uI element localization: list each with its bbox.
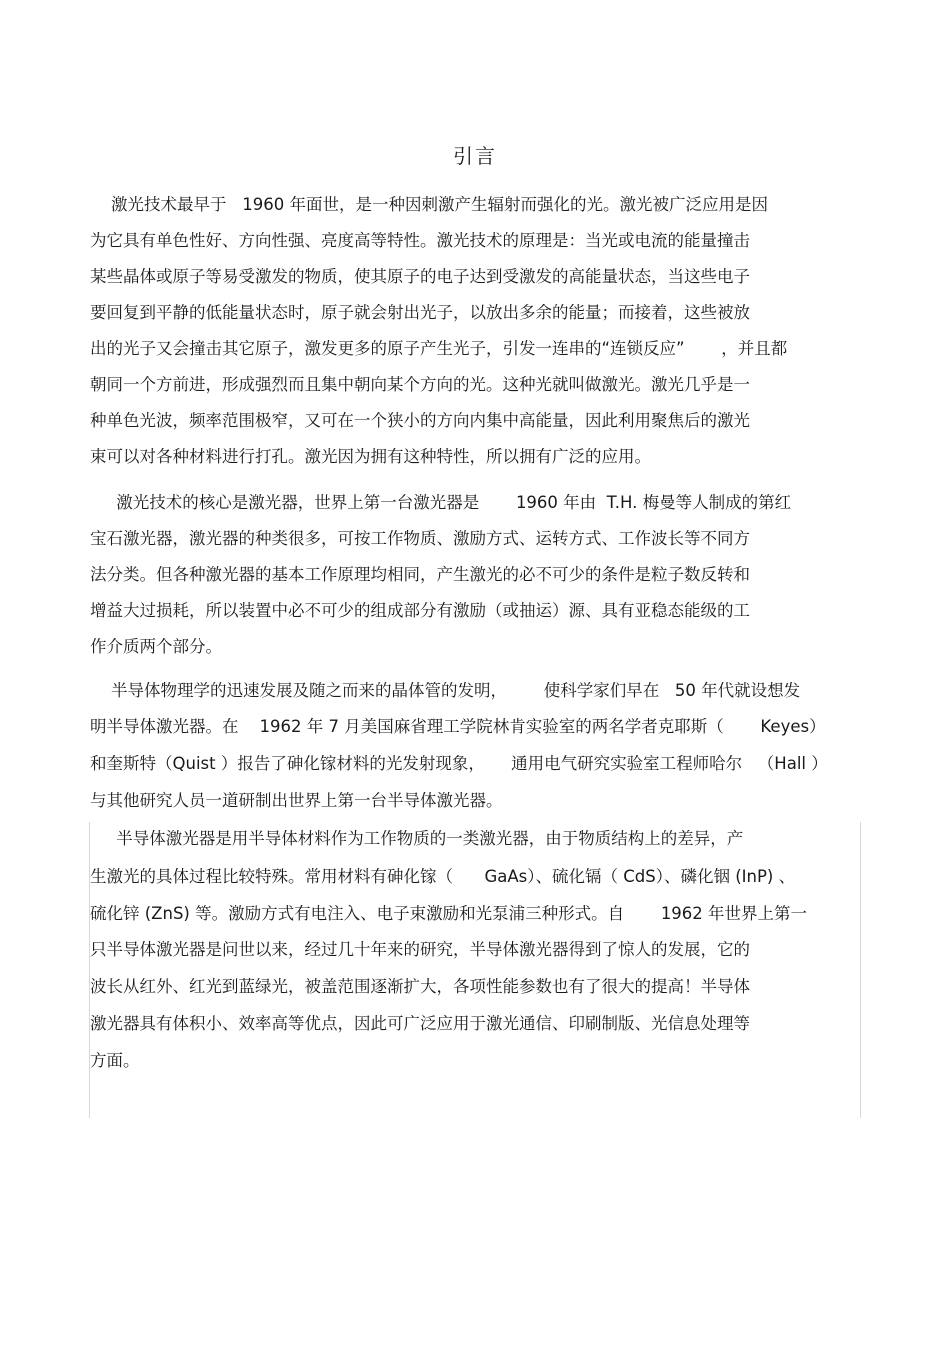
text-line: 硫化锌 (ZnS) 等。激励方式有电注入、电子束激励和光泵浦三种形式。自 1962 年世界上第一 [90, 904, 808, 923]
text-line: 只半导体激光器是问世以来，经过几十年来的研究，半导体激光器得到了惊人的发展，它的 [90, 940, 750, 959]
text-line: 增益大过损耗，所以装置中必不可少的组成部分有激励（或抽运）源、具有亚稳态能级的工 [90, 601, 750, 620]
text-line: 宝石激光器，激光器的种类很多，可按工作物质、激励方式、运转方式、工作波长等不同方 [90, 529, 750, 548]
text-line: 法分类。但各种激光器的基本工作原理均相同，产生激光的必不可少的条件是粒子数反转和 [90, 565, 750, 584]
text-line: 波长从红外、红光到蓝绿光，被盖范围逐渐扩大，各项性能参数也有了很大的提高！半导体 [90, 977, 750, 996]
text-line: 为它具有单色性好、方向性强、亮度高等特性。激光技术的原理是：当光或电流的能量撞击 [90, 231, 750, 250]
text-line: 方面。 [90, 1051, 140, 1070]
text-line: 束可以对各种材料进行打孔。激光因为拥有这种特性，所以拥有广泛的应用。 [90, 447, 651, 466]
text-line: 激光技术最早于 1960 年面世，是一种因刺激产生辐射而强化的光。激光被广泛应用是因 [90, 195, 768, 214]
text-line: 激光技术的核心是激光器，世界上第一台激光器是 1960 年由 T.H. 梅曼等人制成的第红 [90, 493, 792, 512]
text-line: 与其他研究人员一道研制出世界上第一台半导体激光器。 [90, 791, 503, 810]
text-line: 激光器具有体积小、效率高等优点，因此可广泛应用于激光通信、印刷制版、光信息处理等 [90, 1014, 750, 1033]
text-line: 某些晶体或原子等易受激发的物质，使其原子的电子达到受激发的高能量状态，当这些电子 [90, 267, 750, 286]
text-line: 明半导体激光器。在 1962 年 7 月美国麻省理工学院林肯实验室的两名学者克耶斯（ Keyes） [90, 717, 826, 736]
text-line: 朝同一个方前进，形成强烈而且集中朝向某个方向的光。这种光就叫做激光。激光几乎是一 [90, 375, 750, 394]
text-line: 半导体物理学的迅速发展及随之而来的晶体管的发明， 使科学家们早在 50 年代就设想发 [90, 681, 801, 700]
text-line: 作介质两个部分。 [90, 637, 222, 656]
page-title: 引言 [453, 144, 497, 168]
text-line: 要回复到平静的低能量状态时，原子就会射出光子，以放出多余的能量；而接着，这些被放 [90, 303, 750, 322]
text-line: 种单色光波，频率范围极窄，又可在一个狭小的方向内集中高能量，因此利用聚焦后的激光 [90, 411, 750, 430]
frame-border-right [860, 822, 861, 1118]
text-line: 生激光的具体过程比较特殊。常用材料有砷化镓（ GaAs）、硫化镉（ CdS）、磷化铟 (InP) 、 [90, 867, 796, 886]
text-line: 半导体激光器是用半导体材料作为工作物质的一类激光器，由于物质结构上的差异，产 [90, 829, 744, 848]
text-line: 出的光子又会撞击其它原子，激发更多的原子产生光子，引发一连串的“连锁反应” ，并且都 [90, 339, 788, 358]
text-line: 和奎斯特（Quist ）报告了砷化镓材料的光发射现象， 通用电气研究实验室工程师哈尔 （Hall ） [90, 754, 828, 773]
